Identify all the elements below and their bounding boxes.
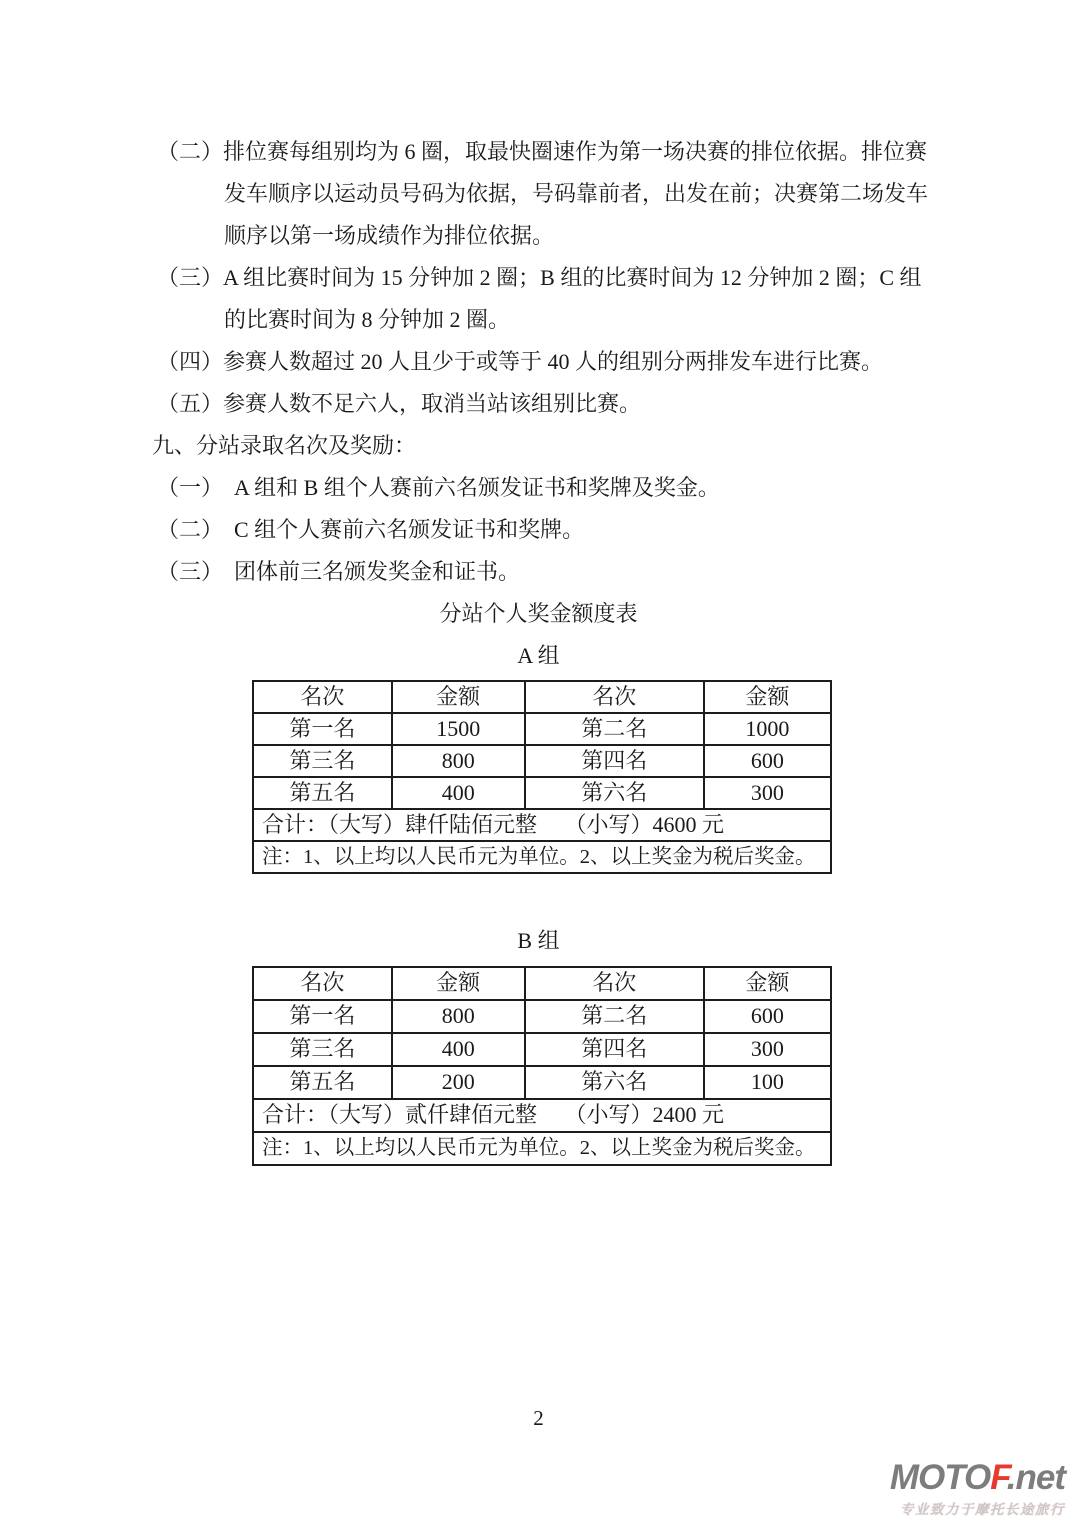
rank-cell: 第五名: [253, 1066, 392, 1099]
doc-line: （五）参赛人数不足六人，取消当站该组别比赛。: [157, 391, 642, 416]
table-row: [253, 1132, 831, 1165]
amount-cell: 300: [704, 777, 831, 809]
rank-cell: 第六名: [525, 1066, 704, 1099]
doc-line: （三）A 组比赛时间为 15 分钟加 2 圈；B 组的比赛时间为 12 分钟加 2 圈；C 组: [157, 265, 922, 290]
motof-tagline: 专业致力于摩托长途旅行: [900, 1502, 1065, 1517]
table-header-cell: 金额: [704, 967, 831, 1000]
rank-cell: 第二名: [525, 713, 704, 745]
amount-cell: 400: [392, 1033, 525, 1066]
total-row: 合计：（大写）贰仟肆佰元整 （小写）2400 元: [253, 1099, 831, 1132]
section-heading: 九、分站录取名次及奖励：: [152, 433, 417, 458]
note-row: 注：1、以上均以人民币元为单位。2、以上奖金为税后奖金。: [253, 1132, 831, 1165]
table-row: [253, 841, 831, 873]
table-row: [253, 745, 831, 777]
doc-line: （四）参赛人数超过 20 人且少于或等于 40 人的组别分两排发车进行比赛。: [157, 349, 884, 374]
doc-line: 发车顺序以运动员号码为依据，号码靠前者，出发在前；决赛第二场发车: [224, 181, 929, 206]
rank-cell: 第一名: [253, 713, 392, 745]
table-row: [253, 1099, 831, 1132]
doc-line: 顺序以第一场成绩作为排位依据。: [224, 223, 555, 248]
prize-table-b: [252, 966, 832, 1166]
rank-cell: 第六名: [525, 777, 704, 809]
table-header-cell: 名次: [253, 681, 392, 713]
prize-tables-title: 分站个人奖金额度表: [439, 601, 638, 626]
table-row: [253, 809, 831, 841]
rank-cell: 第五名: [253, 777, 392, 809]
rank-cell: 第三名: [253, 745, 392, 777]
amount-cell: 600: [704, 1000, 831, 1033]
rank-cell: 第三名: [253, 1033, 392, 1066]
table-header-cell: 金额: [392, 681, 525, 713]
table-b-caption: B 组: [517, 928, 560, 953]
table-row: [253, 967, 831, 1000]
doc-line: 的比赛时间为 8 分钟加 2 圈。: [224, 307, 511, 332]
page-number: 2: [533, 1406, 544, 1430]
table-header-cell: 金额: [392, 967, 525, 1000]
amount-cell: 100: [704, 1066, 831, 1099]
motof-logo-suffix: .net: [1006, 1458, 1065, 1497]
doc-line: （一） A 组和 B 组个人赛前六名颁发证书和奖牌及奖金。: [157, 475, 720, 500]
motof-logo: [890, 1460, 1065, 1495]
rank-cell: 第四名: [525, 1033, 704, 1066]
rank-cell: 第一名: [253, 1000, 392, 1033]
amount-cell: 800: [392, 1000, 525, 1033]
watermark: [890, 1460, 1065, 1518]
prize-table-a: [252, 680, 832, 874]
table-row: [253, 777, 831, 809]
table-header-cell: 名次: [525, 967, 704, 1000]
total-row: 合计：（大写）肆仟陆佰元整 （小写）4600 元: [253, 809, 831, 841]
table-row: [253, 1033, 831, 1066]
table-row: [253, 713, 831, 745]
amount-cell: 200: [392, 1066, 525, 1099]
document-body: [0, 131, 1077, 1166]
table-a-caption: A 组: [517, 643, 560, 668]
amount-cell: 300: [704, 1033, 831, 1066]
doc-line: （二）排位赛每组别均为 6 圈，取最快圈速作为第一场决赛的排位依据。排位赛: [157, 139, 928, 164]
table-row: [253, 681, 831, 713]
table-header-cell: 名次: [525, 681, 704, 713]
note-row: 注：1、以上均以人民币元为单位。2、以上奖金为税后奖金。: [253, 841, 831, 873]
amount-cell: 1500: [392, 713, 525, 745]
amount-cell: 400: [392, 777, 525, 809]
amount-cell: 800: [392, 745, 525, 777]
table-row: [253, 1066, 831, 1099]
doc-line: （三） 团体前三名颁发奖金和证书。: [157, 559, 521, 584]
doc-line: （二） C 组个人赛前六名颁发证书和奖牌。: [157, 517, 585, 542]
motof-logo-accent: F: [990, 1458, 1007, 1497]
amount-cell: 600: [704, 745, 831, 777]
table-header-cell: 金额: [704, 681, 831, 713]
table-row: [253, 1000, 831, 1033]
rank-cell: 第四名: [525, 745, 704, 777]
amount-cell: 1000: [704, 713, 831, 745]
motof-logo-prefix: MOTO: [889, 1458, 991, 1497]
rank-cell: 第二名: [525, 1000, 704, 1033]
table-header-cell: 名次: [253, 967, 392, 1000]
